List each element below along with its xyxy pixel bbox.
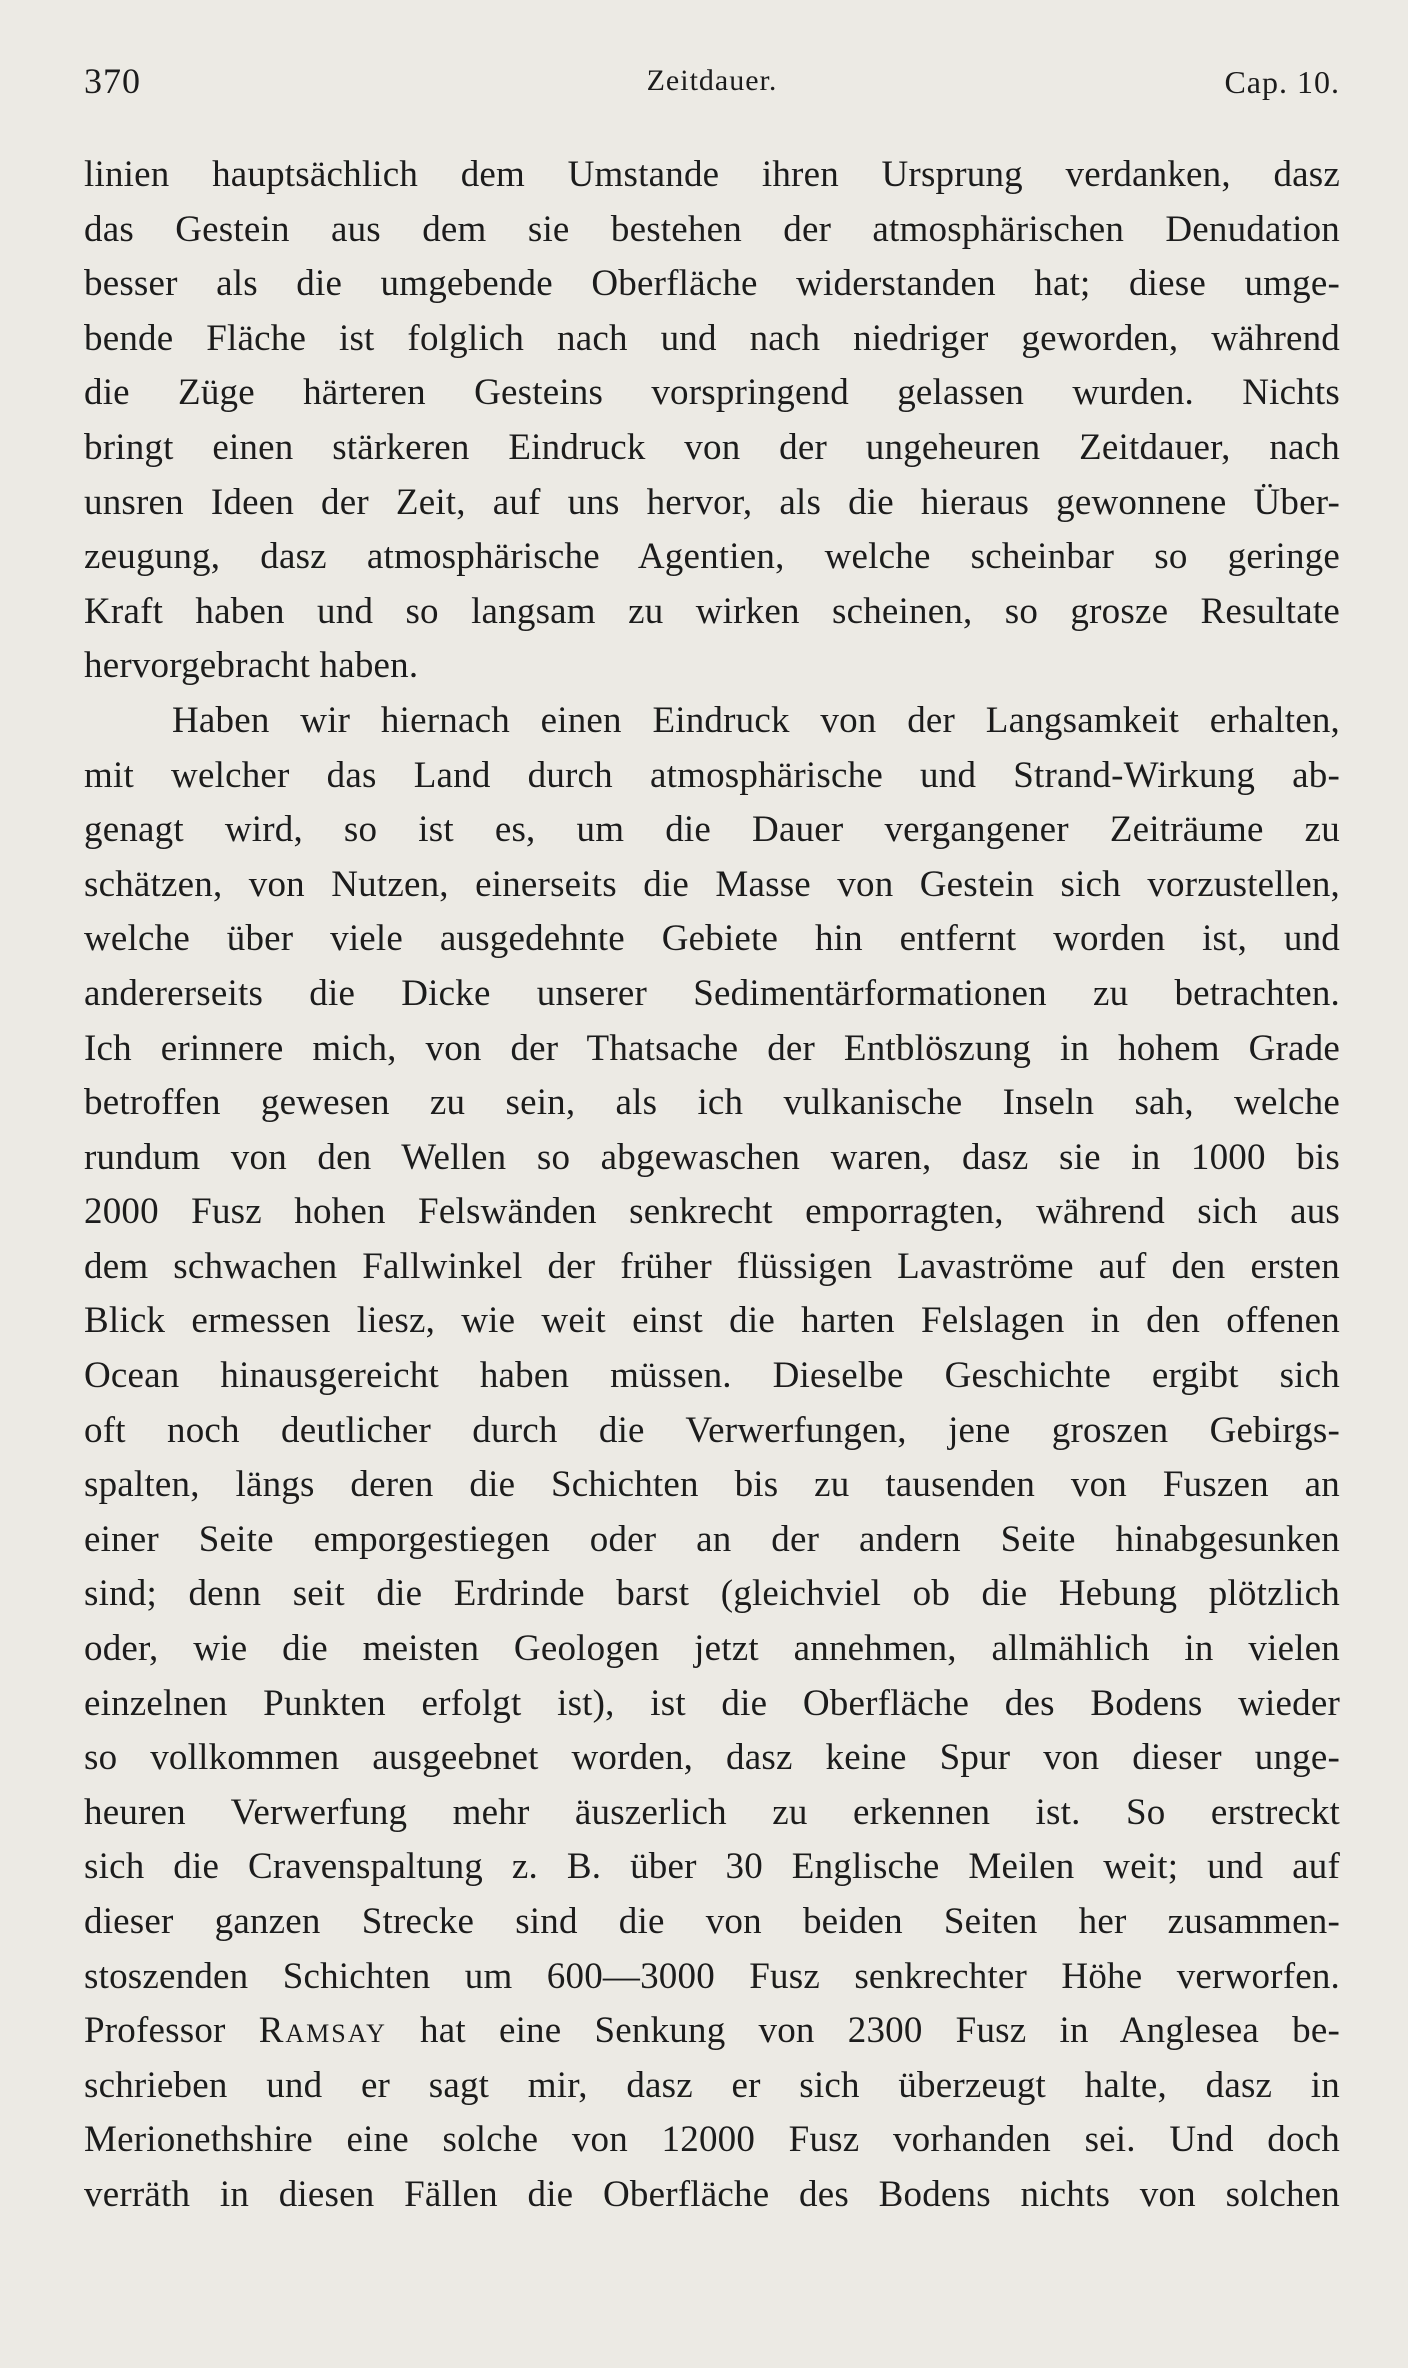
- text-line: Ich erinnere mich, von der Thatsache der Entblöszung in hohem Grade: [84, 1027, 1340, 1069]
- text-line: das Gestein aus dem sie bestehen der atmosphärischen Denudation: [84, 208, 1340, 250]
- text-line-ramsay: [84, 2004, 1340, 2059]
- text-line: schrieben und er sagt mir, dasz er sich überzeugt halte, dasz in: [84, 2064, 1340, 2106]
- text-line: Ocean hinausgereicht haben müssen. Dieselbe Geschichte ergibt sich: [84, 1355, 1340, 1397]
- text-line: linien hauptsächlich dem Umstande ihren Ursprung verdanken, dasz: [84, 154, 1340, 195]
- text-line: hervorgebracht haben.: [84, 645, 419, 687]
- text-line: Kraft haben und so langsam zu wirken scheinen, so grosze Resultate: [84, 590, 1340, 632]
- text-line: heuren Verwerfung mehr äuszerlich zu erkennen ist. So erstreckt: [84, 1791, 1340, 1833]
- running-header: [84, 60, 1340, 110]
- text-line: betroffen gewesen zu sein, als ich vulkanische Inseln sah, welche: [84, 1082, 1340, 1124]
- text-line: oder, wie die meisten Geologen jetzt annehmen, allmählich in vielen: [84, 1628, 1340, 1670]
- text-line: dem schwachen Fallwinkel der früher flüssigen Lavaströme auf den ersten: [84, 1245, 1340, 1287]
- text-line: die Züge härteren Gesteins vorspringend gelassen wurden. Nichts: [84, 372, 1340, 414]
- text-line: genagt wird, so ist es, um die Dauer vergangener Zeiträume zu: [84, 809, 1340, 851]
- text-line: verräth in diesen Fällen die Oberfläche des Bodens nichts von solchen: [84, 2173, 1340, 2215]
- running-title: Zeitdauer.: [646, 64, 778, 97]
- text-line: so vollkommen ausgeebnet worden, dasz keine Spur von dieser unge-: [84, 1737, 1340, 1779]
- text-line: welche über viele ausgedehnte Gebiete hin entfernt worden ist, und: [84, 918, 1340, 960]
- chapter-reference: Cap. 10.: [1224, 64, 1340, 100]
- text-line: 2000 Fusz hohen Felswänden senkrecht emporragten, während sich aus: [84, 1191, 1340, 1233]
- text-line: Blick ermessen liesz, wie weit einst die harten Felslagen in den offenen: [84, 1300, 1340, 1342]
- text-line: zeugung, dasz atmosphärische Agentien, welche scheinbar so geringe: [84, 536, 1340, 578]
- body-text: [84, 148, 1340, 2223]
- page-number: 370: [84, 61, 141, 101]
- text-line: sich die Cravenspaltung z. B. über 30 Englische Meilen weit; und auf: [84, 1846, 1340, 1888]
- text-line: Haben wir hiernach einen Eindruck von der Langsamkeit erhalten,: [172, 699, 1340, 741]
- text-line: einer Seite emporgestiegen oder an der andern Seite hinabgesunken: [84, 1518, 1340, 1560]
- text-line: Merionethshire eine solche von 12000 Fusz vorhanden sei. Und doch: [84, 2119, 1340, 2161]
- text-line: bringt einen stärkeren Eindruck von der ungeheuren Zeitdauer, nach: [84, 426, 1340, 468]
- text-fragment: Professor: [84, 2010, 259, 2052]
- text-line: andererseits die Dicke unserer Sedimentärformationen zu betrachten.: [84, 972, 1340, 1014]
- text-line: oft noch deutlicher durch die Verwerfungen, jene groszen Gebirgs-: [84, 1409, 1340, 1451]
- text-line: schätzen, von Nutzen, einerseits die Masse von Gestein sich vorzustellen,: [84, 863, 1340, 905]
- text-line: spalten, längs deren die Schichten bis zu tausenden von Fuszen an: [84, 1464, 1340, 1506]
- text-line: stoszenden Schichten um 600—3000 Fusz senkrechter Höhe verworfen.: [84, 1955, 1340, 1997]
- text-line: bende Fläche ist folglich nach und nach niedriger geworden, während: [84, 317, 1340, 359]
- text-line: sind; denn seit die Erdrinde barst (gleichviel ob die Hebung plötzlich: [84, 1573, 1340, 1615]
- text-fragment: hat eine Senkung von 2300 Fusz in Anglesea be-: [386, 2010, 1340, 2052]
- text-line: unsren Ideen der Zeit, auf uns hervor, als die hieraus gewonnene Über-: [84, 481, 1340, 523]
- text-line: besser als die umgebende Oberfläche widerstanden hat; diese umge-: [84, 263, 1340, 305]
- text-line: rundum von den Wellen so abgewaschen waren, dasz sie in 1000 bis: [84, 1136, 1340, 1178]
- text-line: dieser ganzen Strecke sind die von beiden Seiten her zusammen-: [84, 1901, 1340, 1942]
- text-line: mit welcher das Land durch atmosphärische und Strand-Wirkung ab-: [84, 754, 1340, 796]
- text-line: einzelnen Punkten erfolgt ist), ist die Oberfläche des Bodens wieder: [84, 1682, 1340, 1724]
- author-name-ramsay: Ramsay: [258, 2010, 387, 2052]
